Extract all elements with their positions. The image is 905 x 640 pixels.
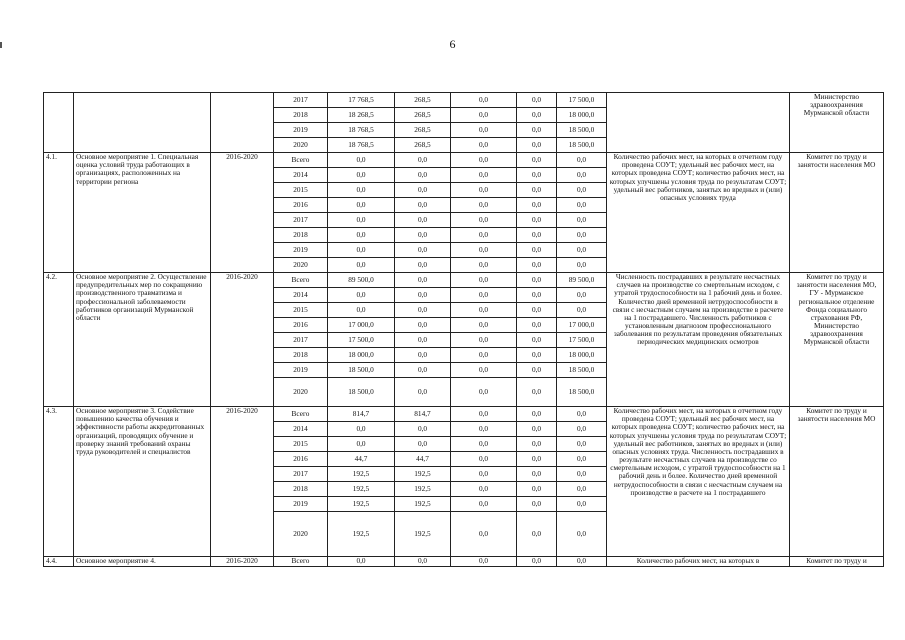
federal-budget-cell: 268,5 [395,93,451,108]
other-sources-cell: 0,0 [557,437,607,452]
program-measures-table [43,92,884,567]
other-sources-cell: 18 500,0 [557,123,607,138]
federal-budget-cell: 0,0 [395,422,451,437]
municipal-budget-cell: 0,0 [517,168,557,183]
total-cell: 192,5 [328,497,395,512]
total-cell: 18 500,0 [328,363,395,378]
regional-budget-cell: 0,0 [451,557,517,567]
municipal-budget-cell: 0,0 [517,288,557,303]
indicators-cell: Количество рабочих мест, на которых в отчетном году проведена СОУТ; удельный вес рабочих мест, на которых проведена СОУТ; количество рабочих мест, на которых улучшены условия труда по результатам СОУТ; удельный вес работников, занятых во вредных и (или) опасных условиях труда [607,153,790,273]
regional-budget-cell: 0,0 [451,333,517,348]
other-sources-cell: 0,0 [557,407,607,422]
year-cell: 2017 [274,333,328,348]
regional-budget-cell: 0,0 [451,138,517,153]
regional-budget-cell: 0,0 [451,378,517,407]
regional-budget-cell: 0,0 [451,273,517,288]
federal-budget-cell: 0,0 [395,288,451,303]
federal-budget-cell: 0,0 [395,557,451,567]
other-sources-cell: 0,0 [557,557,607,567]
period-cell: 2016-2020 [211,557,274,567]
municipal-budget-cell: 0,0 [517,258,557,273]
municipal-budget-cell: 0,0 [517,153,557,168]
year-cell: 2017 [274,93,328,108]
total-cell: 17 500,0 [328,333,395,348]
executor-cell: Комитет по труду и занятости населения МО, ГУ - Мурманское региональное отделение Фонда социального страхования РФ, Министерство здравоохранения Мурманской области [790,273,884,407]
regional-budget-cell: 0,0 [451,123,517,138]
total-cell: 0,0 [328,422,395,437]
municipal-budget-cell: 0,0 [517,422,557,437]
year-cell: Всего [274,557,328,567]
executor-cell: Комитет по труду и [790,557,884,567]
measure-name-cell: Основное мероприятие 1. Специальная оценка условий труда работающих в организациях, расположенных на территории региона [74,153,211,273]
year-cell: 2014 [274,288,328,303]
federal-budget-cell: 44,7 [395,452,451,467]
federal-budget-cell: 0,0 [395,333,451,348]
municipal-budget-cell: 0,0 [517,213,557,228]
total-cell: 44,7 [328,452,395,467]
total-cell: 17 768,5 [328,93,395,108]
total-cell: 0,0 [328,183,395,198]
year-cell: 2019 [274,363,328,378]
total-cell: 192,5 [328,467,395,482]
period-cell [211,93,274,153]
other-sources-cell: 0,0 [557,512,607,557]
municipal-budget-cell: 0,0 [517,228,557,243]
municipal-budget-cell: 0,0 [517,348,557,363]
other-sources-cell: 18 500,0 [557,138,607,153]
federal-budget-cell: 0,0 [395,363,451,378]
other-sources-cell: 0,0 [557,153,607,168]
total-cell: 0,0 [328,258,395,273]
municipal-budget-cell: 0,0 [517,407,557,422]
municipal-budget-cell: 0,0 [517,452,557,467]
federal-budget-cell: 0,0 [395,258,451,273]
regional-budget-cell: 0,0 [451,497,517,512]
other-sources-cell: 18 500,0 [557,378,607,407]
executor-cell: Министерство здравоохранения Мурманской области [790,93,884,153]
federal-budget-cell: 0,0 [395,153,451,168]
executor-cell: Комитет по труду и занятости населения МО [790,153,884,273]
other-sources-cell: 0,0 [557,482,607,497]
federal-budget-cell: 0,0 [395,318,451,333]
federal-budget-cell: 192,5 [395,512,451,557]
other-sources-cell: 0,0 [557,198,607,213]
other-sources-cell: 0,0 [557,228,607,243]
total-cell: 18 268,5 [328,108,395,123]
total-cell: 0,0 [328,303,395,318]
federal-budget-cell: 0,0 [395,303,451,318]
total-cell: 192,5 [328,512,395,557]
regional-budget-cell: 0,0 [451,437,517,452]
other-sources-cell: 0,0 [557,303,607,318]
regional-budget-cell: 0,0 [451,198,517,213]
municipal-budget-cell: 0,0 [517,557,557,567]
other-sources-cell: 0,0 [557,422,607,437]
municipal-budget-cell: 0,0 [517,303,557,318]
total-cell: 18 000,0 [328,348,395,363]
municipal-budget-cell: 0,0 [517,363,557,378]
municipal-budget-cell: 0,0 [517,467,557,482]
measure-number-cell: 4.3. [44,407,74,557]
total-cell: 89 500,0 [328,273,395,288]
measure-name-cell: Основное мероприятие 4. [74,557,211,567]
total-cell: 18 768,5 [328,138,395,153]
year-cell: Всего [274,407,328,422]
measure-name-cell: Основное мероприятие 2. Осуществление предупредительных мер по сокращению производственного травматизма и профессиональной заболеваемости работников организаций Мурманской области [74,273,211,407]
regional-budget-cell: 0,0 [451,363,517,378]
year-cell: 2017 [274,213,328,228]
year-cell: 2020 [274,378,328,407]
other-sources-cell: 0,0 [557,243,607,258]
measure-number-cell: 4.4. [44,557,74,567]
other-sources-cell: 18 000,0 [557,348,607,363]
table-row [44,407,884,422]
table-row [44,153,884,168]
federal-budget-cell: 0,0 [395,228,451,243]
year-cell: 2014 [274,168,328,183]
municipal-budget-cell: 0,0 [517,198,557,213]
regional-budget-cell: 0,0 [451,348,517,363]
total-cell: 0,0 [328,153,395,168]
municipal-budget-cell: 0,0 [517,333,557,348]
table-row [44,273,884,288]
total-cell: 0,0 [328,288,395,303]
municipal-budget-cell: 0,0 [517,93,557,108]
other-sources-cell: 0,0 [557,183,607,198]
federal-budget-cell: 268,5 [395,108,451,123]
other-sources-cell: 0,0 [557,168,607,183]
executor-cell: Комитет по труду и занятости населения МО [790,407,884,557]
regional-budget-cell: 0,0 [451,303,517,318]
total-cell: 0,0 [328,437,395,452]
other-sources-cell: 17 500,0 [557,93,607,108]
year-cell: 2020 [274,138,328,153]
total-cell: 17 000,0 [328,318,395,333]
municipal-budget-cell: 0,0 [517,273,557,288]
year-cell: 2015 [274,437,328,452]
year-cell: 2018 [274,482,328,497]
federal-budget-cell: 192,5 [395,467,451,482]
regional-budget-cell: 0,0 [451,93,517,108]
period-cell: 2016-2020 [211,273,274,407]
year-cell: 2016 [274,198,328,213]
year-cell: 2015 [274,303,328,318]
other-sources-cell: 17 000,0 [557,318,607,333]
scan-edge-mark [0,42,2,48]
measure-number-cell: 4.1. [44,153,74,273]
year-cell: 2019 [274,123,328,138]
municipal-budget-cell: 0,0 [517,378,557,407]
federal-budget-cell: 268,5 [395,123,451,138]
regional-budget-cell: 0,0 [451,512,517,557]
period-cell: 2016-2020 [211,153,274,273]
year-cell: 2019 [274,497,328,512]
municipal-budget-cell: 0,0 [517,437,557,452]
municipal-budget-cell: 0,0 [517,512,557,557]
total-cell: 814,7 [328,407,395,422]
year-cell: Всего [274,273,328,288]
federal-budget-cell: 0,0 [395,378,451,407]
federal-budget-cell: 0,0 [395,168,451,183]
federal-budget-cell: 0,0 [395,243,451,258]
regional-budget-cell: 0,0 [451,153,517,168]
indicators-cell: Количество рабочих мест, на которых в отчетном году проведена СОУТ; удельный вес рабочих мест, на которых проведена СОУТ; количество рабочих мест, на которых улучшены условия труда по результатам СОУТ; удельный вес работников, занятых во вредных и (или) опасных условиях труда. Численность пострадавших в результате несчастных случаев на производстве со смертельным исходом, с утратой трудоспособности на 1 рабочий день и более. Количество дней временной нетрудоспособности в связи с несчастным случаем на производстве в расчете на 1 пострадавшего [607,407,790,557]
regional-budget-cell: 0,0 [451,258,517,273]
federal-budget-cell: 192,5 [395,497,451,512]
other-sources-cell: 0,0 [557,452,607,467]
other-sources-cell: 18 500,0 [557,363,607,378]
regional-budget-cell: 0,0 [451,452,517,467]
total-cell: 0,0 [328,168,395,183]
year-cell: 2019 [274,243,328,258]
page-number: 6 [449,37,456,51]
regional-budget-cell: 0,0 [451,407,517,422]
regional-budget-cell: 0,0 [451,108,517,123]
total-cell: 192,5 [328,482,395,497]
municipal-budget-cell: 0,0 [517,108,557,123]
year-cell: 2018 [274,228,328,243]
regional-budget-cell: 0,0 [451,168,517,183]
other-sources-cell: 0,0 [557,467,607,482]
federal-budget-cell: 0,0 [395,348,451,363]
year-cell: 2016 [274,452,328,467]
indicators-cell: Численность пострадавших в результате несчастных случаев на производстве со смертельным исходом, с утратой трудоспособности на 1 рабочий день и более. Количество дней временной нетрудоспособности в связи с несчастным случаем на производстве в расчете на 1 пострадавшего. Численность работников с установленным диагнозом профессионального заболевания по результатам проведения обязательных периодических медицинских осмотров [607,273,790,407]
total-cell: 18 500,0 [328,378,395,407]
municipal-budget-cell: 0,0 [517,243,557,258]
other-sources-cell: 0,0 [557,288,607,303]
other-sources-cell: 0,0 [557,497,607,512]
year-cell: 2015 [274,183,328,198]
year-cell: 2017 [274,467,328,482]
indicators-cell [607,93,790,153]
municipal-budget-cell: 0,0 [517,318,557,333]
measure-number-cell: 4.2. [44,273,74,407]
year-cell: 2018 [274,108,328,123]
other-sources-cell: 17 500,0 [557,333,607,348]
measure-number-cell [44,93,74,153]
total-cell: 0,0 [328,243,395,258]
year-cell: 2018 [274,348,328,363]
regional-budget-cell: 0,0 [451,318,517,333]
federal-budget-cell: 192,5 [395,482,451,497]
other-sources-cell: 89 500,0 [557,273,607,288]
year-cell: 2016 [274,318,328,333]
year-cell: 2020 [274,258,328,273]
year-cell: 2014 [274,422,328,437]
regional-budget-cell: 0,0 [451,213,517,228]
regional-budget-cell: 0,0 [451,183,517,198]
other-sources-cell: 18 000,0 [557,108,607,123]
total-cell: 18 768,5 [328,123,395,138]
measure-name-cell: Основное мероприятие 3. Содействие повышению качества обучения и эффективности работы аккредитованных организаций, проводящих обучение и проверку знаний требований охраны труда руководителей и специалистов [74,407,211,557]
total-cell: 0,0 [328,198,395,213]
federal-budget-cell: 268,5 [395,138,451,153]
regional-budget-cell: 0,0 [451,482,517,497]
total-cell: 0,0 [328,557,395,567]
federal-budget-cell: 0,0 [395,198,451,213]
municipal-budget-cell: 0,0 [517,183,557,198]
federal-budget-cell: 814,7 [395,407,451,422]
measure-name-cell [74,93,211,153]
federal-budget-cell: 0,0 [395,183,451,198]
other-sources-cell: 0,0 [557,258,607,273]
municipal-budget-cell: 0,0 [517,497,557,512]
regional-budget-cell: 0,0 [451,243,517,258]
municipal-budget-cell: 0,0 [517,123,557,138]
regional-budget-cell: 0,0 [451,288,517,303]
period-cell: 2016-2020 [211,407,274,557]
federal-budget-cell: 0,0 [395,437,451,452]
indicators-cell: Количество рабочих мест, на которых в [607,557,790,567]
municipal-budget-cell: 0,0 [517,482,557,497]
table-row [44,557,884,567]
table-row [44,93,884,108]
total-cell: 0,0 [328,228,395,243]
municipal-budget-cell: 0,0 [517,138,557,153]
federal-budget-cell: 0,0 [395,213,451,228]
total-cell: 0,0 [328,213,395,228]
regional-budget-cell: 0,0 [451,422,517,437]
regional-budget-cell: 0,0 [451,228,517,243]
year-cell: 2020 [274,512,328,557]
regional-budget-cell: 0,0 [451,467,517,482]
other-sources-cell: 0,0 [557,213,607,228]
federal-budget-cell: 0,0 [395,273,451,288]
year-cell: Всего [274,153,328,168]
